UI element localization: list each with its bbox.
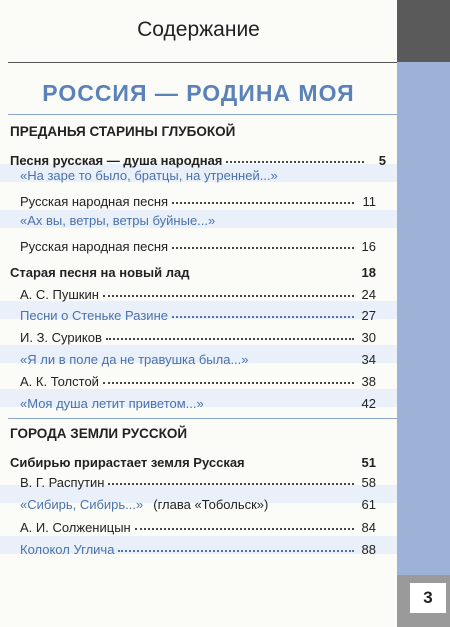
toc-entry-title: Русская народная песня — [20, 239, 169, 254]
toc-entry-page: 42 — [361, 396, 376, 411]
page-number: 3 — [410, 583, 446, 613]
toc-entry-page: 84 — [361, 520, 376, 535]
toc-entry-page: 30 — [361, 330, 376, 345]
dot-leader — [172, 303, 354, 318]
header-divider — [8, 62, 397, 63]
toc-entry-page: 18 — [361, 265, 376, 280]
section-divider — [8, 114, 397, 115]
toc-entry-page: 34 — [361, 352, 376, 367]
dot-leader — [103, 369, 354, 384]
dot-leader — [208, 391, 354, 406]
toc-entry-title: «Моя душа летит приветом...» — [20, 396, 204, 411]
toc-entry[interactable] — [20, 539, 376, 557]
dot-leader — [249, 450, 354, 465]
toc-entry-title: Колокол Углича — [20, 542, 115, 557]
toc-entry-page: 88 — [361, 542, 376, 557]
page-title: Содержание — [137, 18, 260, 41]
toc-entry[interactable] — [20, 236, 376, 254]
toc-entry-title: «Я ли в поле да не травушка была...» — [20, 352, 249, 367]
dot-leader — [108, 470, 354, 485]
dot-leader — [106, 325, 354, 340]
toc-entry-page: 58 — [361, 475, 376, 490]
toc-entry[interactable] — [20, 327, 376, 345]
toc-entry-title: «Сибирь, Сибирь...» — [20, 497, 144, 512]
toc-entry[interactable] — [20, 393, 376, 411]
toc-entry-title: И. З. Суриков — [20, 330, 102, 345]
dot-leader — [118, 537, 354, 552]
toc-entry-page: 16 — [361, 239, 376, 254]
toc-entry-title: «На заре то было, братцы, на утренней...» — [20, 168, 278, 183]
toc-entry-title: А. И. Солженицын — [20, 520, 131, 535]
dot-leader — [272, 492, 354, 507]
toc-entry[interactable] — [20, 494, 376, 512]
toc-entry[interactable] — [10, 150, 386, 168]
dot-leader — [172, 189, 354, 204]
toc-entry[interactable] — [20, 305, 376, 323]
toc-entry[interactable] — [20, 517, 376, 535]
toc-entry-page: 5 — [378, 153, 386, 168]
toc-entry-title: Песня русская — душа народная — [10, 153, 223, 168]
toc-entry-page: 11 — [362, 194, 376, 209]
toc-entry[interactable] — [20, 472, 376, 490]
toc-entry-title: Сибирью прирастает земля Русская — [10, 455, 245, 470]
toc-entry-title: А. К. Толстой — [20, 374, 99, 389]
toc-entry-title: Русская народная песня — [20, 194, 169, 209]
toc-entry[interactable] — [10, 452, 376, 470]
dot-leader — [226, 148, 364, 163]
toc-entry-page: 51 — [361, 455, 376, 470]
toc-entry[interactable] — [10, 262, 376, 280]
dot-leader — [172, 234, 354, 249]
dot-leader — [193, 260, 354, 275]
toc-entry-title: Старая песня на новый лад — [10, 265, 190, 280]
toc-entry[interactable] — [20, 371, 376, 389]
part-heading: ПРЕДАНЬЯ СТАРИНЫ ГЛУБОКОЙ — [10, 124, 236, 139]
toc-entry-page: 61 — [361, 497, 376, 512]
toc-entry-subtitle: (глава «Тобольск») — [153, 497, 269, 512]
toc-entry[interactable] — [20, 349, 376, 367]
dot-leader — [253, 347, 354, 362]
toc-entry-page: 27 — [361, 308, 376, 323]
part-heading: ГОРОДА ЗЕМЛИ РУССКОЙ — [10, 426, 188, 441]
toc-entry[interactable] — [20, 284, 376, 302]
toc-entry-page: 24 — [361, 287, 376, 302]
toc-entry-title: А. С. Пушкин — [20, 287, 99, 302]
toc-entry-page: 38 — [361, 374, 376, 389]
toc-entry[interactable] — [20, 213, 386, 228]
page-edge-strip — [397, 0, 450, 627]
toc-entry-title: «Ах вы, ветры, ветры буйные...» — [20, 213, 216, 228]
toc-entry[interactable] — [20, 168, 386, 183]
toc-entry-title: Песни о Стеньке Разине — [20, 308, 168, 323]
dot-leader — [103, 282, 354, 297]
dot-leader — [135, 515, 354, 530]
section-divider — [8, 418, 397, 419]
section-title: РОССИЯ — РОДИНА МОЯ — [42, 80, 355, 106]
toc-entry-title: В. Г. Распутин — [20, 475, 105, 490]
toc-entry[interactable] — [20, 191, 376, 209]
